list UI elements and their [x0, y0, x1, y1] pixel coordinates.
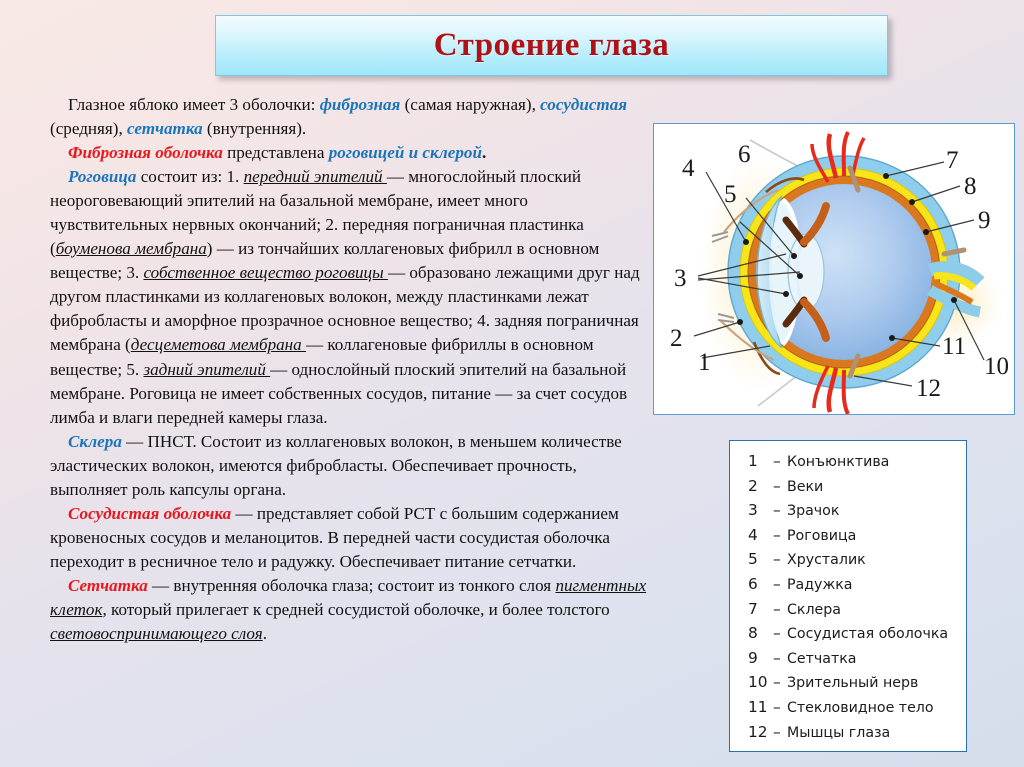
legend-dash: –	[773, 476, 781, 495]
legend-number: 3	[748, 501, 758, 520]
legend-item-7	[748, 600, 966, 625]
text-run: пигментных клеток	[50, 575, 647, 619]
text-run: Глазное яблоко имеет 3 оболочки:	[68, 95, 320, 114]
legend-item-10	[748, 673, 966, 698]
legend-dash: –	[773, 599, 781, 618]
text-run: сетчатка	[127, 119, 203, 139]
lesson-body-text	[50, 93, 650, 646]
legend-number: 9	[748, 648, 758, 667]
callout-2: 2	[670, 325, 683, 352]
legend-dash: –	[773, 722, 781, 741]
slide-title-box	[215, 15, 888, 76]
legend-label: Стекловидное тело	[787, 699, 934, 716]
legend-number: 2	[748, 476, 758, 495]
legend-label: Конъюнктива	[787, 454, 890, 470]
callout-7: 7	[946, 147, 959, 174]
text-run: представлена	[222, 143, 329, 163]
callout-3: 3	[674, 265, 687, 292]
legend-label: Зрачок	[787, 503, 840, 520]
text-run: собственное вещество роговицы	[143, 263, 388, 283]
callout-8: 8	[964, 173, 977, 200]
text-run: Сосудистая оболочка	[68, 503, 232, 523]
legend-label: Сосудистая оболочка	[787, 626, 949, 643]
text-run: ) — из тончайших коллагеновых фибрилл в основном веществе; 3.	[50, 239, 600, 283]
callout-10: 10	[984, 353, 1009, 380]
legend-label: Веки	[787, 478, 824, 495]
text-run: — ПНСТ. Состоит из коллагеновых волокон, в меньшем количестве эластических волокон, имеются фибробласты. Обеспечивает прочность, выполняет роль капсулы органа.	[50, 431, 622, 499]
legend-label: Хрусталик	[787, 552, 866, 569]
text-run: .	[482, 143, 487, 163]
text-run: .	[262, 624, 267, 644]
legend-item-4	[748, 526, 966, 551]
legend-label: Роговица	[787, 527, 857, 544]
page-title: Строение глаза	[433, 27, 670, 63]
text-run: Сетчатка	[68, 575, 148, 595]
text-run: задний эпителий	[143, 359, 271, 379]
eye-anatomy-diagram	[653, 123, 1015, 415]
legend-item-1	[748, 452, 966, 477]
text-run: световоспринимающего слоя	[50, 624, 263, 644]
legend-number: 8	[748, 624, 758, 643]
body-paragraph-1	[50, 93, 650, 141]
legend-item-12	[748, 723, 966, 748]
legend-dash: –	[773, 574, 781, 593]
text-run: — коллагеновые фибриллы в основном веществе; 5.	[50, 335, 594, 379]
legend-item-11	[748, 698, 966, 723]
legend-number: 12	[748, 722, 768, 741]
callout-11: 11	[942, 333, 967, 360]
text-run: Склера	[68, 431, 122, 451]
text-run: (самая наружная),	[400, 95, 541, 114]
text-run: — внутренняя оболочка глаза; состоит из тонкого слоя	[147, 575, 556, 595]
text-run: — образовано лежащими друг над другом пластинками из коллагеновых волокон, между пластинками лежат фибробласты и аморфное прозрачное основное вещество; 4. задняя пограничная мембрана (	[50, 263, 640, 355]
legend-dash: –	[773, 501, 781, 520]
legend-dash: –	[773, 673, 781, 692]
text-run: Фиброзная оболочка	[68, 143, 223, 163]
diagram-legend	[729, 440, 967, 752]
legend-label: Радужка	[787, 576, 853, 593]
text-run: боуменова мембрана	[55, 239, 207, 259]
legend-dash: –	[773, 697, 781, 716]
legend-item-3	[748, 501, 966, 526]
legend-number: 10	[748, 673, 768, 692]
callout-12: 12	[916, 375, 941, 402]
callout-5: 5	[724, 181, 737, 208]
text-run: , который прилегает к средней сосудистой оболочке, и более толстого	[102, 599, 610, 619]
callout-6: 6	[738, 141, 751, 168]
legend-item-2	[748, 477, 966, 502]
legend-number: 4	[748, 525, 758, 544]
body-paragraph-6	[50, 574, 650, 646]
callout-1: 1	[698, 349, 711, 376]
legend-dash: –	[773, 624, 781, 643]
text-run: передний эпителий	[243, 167, 387, 187]
legend-dash: –	[773, 648, 781, 667]
body-paragraph-5	[50, 502, 650, 574]
text-run: десцеметова мембрана	[130, 335, 306, 355]
text-run: (средняя),	[50, 119, 127, 139]
legend-number: 1	[748, 452, 758, 470]
text-run: (внутренняя).	[202, 119, 307, 139]
legend-number: 7	[748, 599, 758, 618]
legend-label: Сетчатка	[787, 650, 857, 667]
callout-9: 9	[978, 207, 991, 234]
text-run: — многослойный плоский неороговевающий эпителий на базальной мембране, имеет много чувствительных нервных окончаний; 2. передняя пограничная пластинка (	[50, 167, 584, 259]
legend-label: Склера	[787, 601, 841, 618]
text-run: сосудистая	[540, 95, 628, 114]
legend-item-8	[748, 624, 966, 649]
legend-item-9	[748, 649, 966, 674]
body-paragraph-2	[50, 141, 650, 165]
legend-number: 11	[748, 697, 768, 716]
text-run: — представляет собой РСТ с большим содержанием кровеносных сосудов и меланоцитов. В передней части сосудистая оболочка переходит в ресничное тело и радужку. Обеспечивает питание сетчатки.	[50, 503, 619, 571]
legend-label: Мышцы глаза	[787, 724, 891, 741]
text-run: — однослойный плоский эпителий на базальной мембране. Роговица не имеет собственных сосудов, питание — за счет сосудов лимба и влаги передней камеры глаза.	[50, 359, 628, 427]
text-run: роговицей и склерой	[328, 143, 482, 163]
body-paragraph-4	[50, 430, 650, 502]
legend-number: 6	[748, 574, 758, 593]
legend-dash: –	[773, 452, 781, 470]
legend-dash: –	[773, 550, 781, 569]
callout-4: 4	[682, 155, 695, 182]
legend-item-5	[748, 550, 966, 575]
legend-item-6	[748, 575, 966, 600]
legend-dash: –	[773, 525, 781, 544]
body-paragraph-3	[50, 165, 650, 430]
legend-label: Зрительный нерв	[787, 675, 919, 692]
text-run: фиброзная	[319, 95, 401, 114]
legend-number: 5	[748, 550, 758, 569]
text-run: Роговица	[68, 167, 137, 187]
text-run: состоит из: 1.	[136, 167, 244, 187]
